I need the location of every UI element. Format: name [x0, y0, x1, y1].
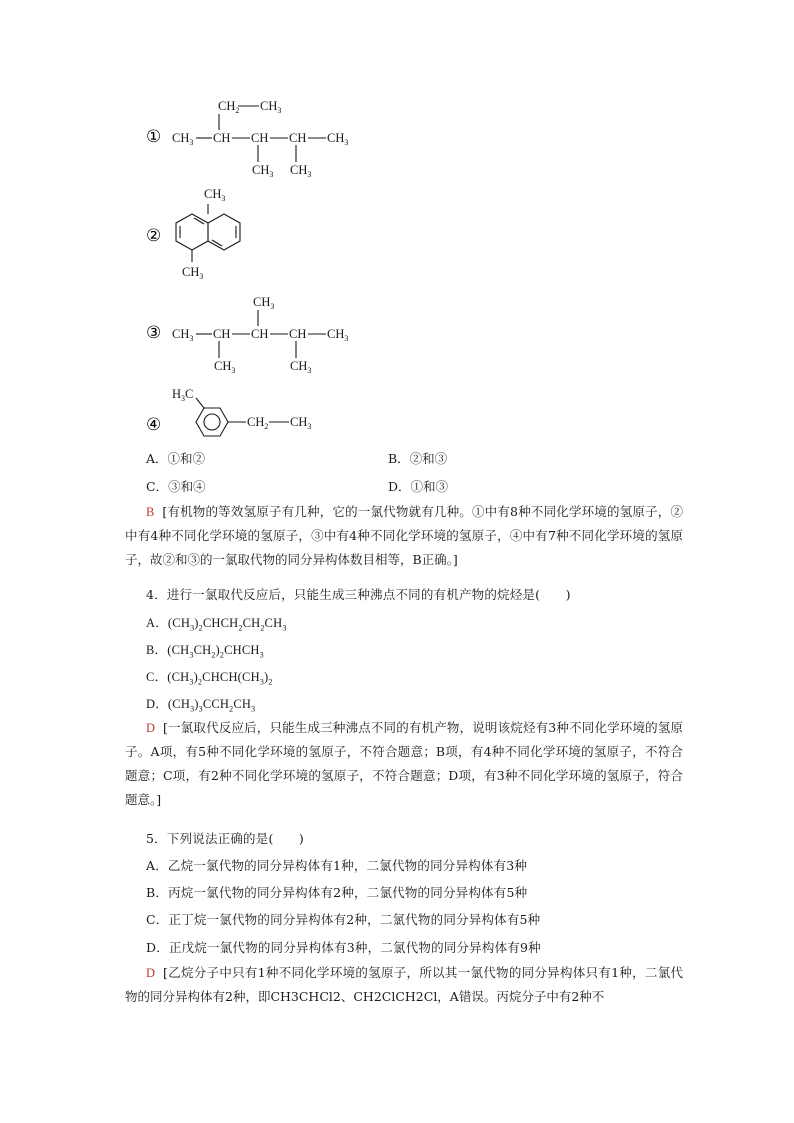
s1-top-ch2: $CH_2$ [218, 99, 240, 115]
structure-1-label: ① [146, 127, 162, 147]
s1-bottom-ch3-1: $CH_3$ [252, 163, 274, 179]
structure-2-drawing [146, 184, 266, 284]
s3-top-ch3: $CH_3$ [253, 295, 275, 311]
q5-option-d: D．正戊烷一氯代物的同分异构体有3种，二氯代物的同分异构体有9种 [146, 940, 541, 955]
q4-answer: D [146, 721, 156, 735]
structure-1 [146, 92, 386, 182]
q3-explanation-block [125, 500, 683, 572]
s1-ch3-left: $CH_3$ [172, 131, 194, 147]
q5-option-a: A．乙烷一氯代物的同分异构体有1种，二氯代物的同分异构体有3种 [146, 858, 528, 873]
structure-2 [146, 184, 266, 284]
structure-3-drawing [146, 288, 386, 378]
structure-3 [146, 288, 386, 378]
q5-answer: D [146, 966, 156, 980]
q4-option-d: D．$(CH_3)_3CCH_2CH_3$ [146, 697, 256, 714]
q5-explanation: [乙烷分子中只有1种不同化学环境的氢原子，所以其一氯代物的同分异构体只有1种，二氯代物的同分异构体有2种，即CH3CHCl2、CH2ClCH2Cl，A错误。丙烷分子中有2种不 [125, 965, 683, 1004]
q3-option-b: B．②和③ [388, 451, 448, 466]
q4-option-c: C．$(CH_3)_2CHCH(CH_3)_2$ [146, 670, 273, 687]
q4-option-a: A．$(CH_3)_2CHCH_2CH_2CH_3$ [146, 616, 287, 633]
s3-bottom-ch3-2: $CH_3$ [290, 359, 312, 375]
q5-option-b: B．丙烷一氯代物的同分异构体有2种，二氯代物的同分异构体有5种 [146, 885, 528, 900]
s2-db-4 [212, 240, 222, 246]
q5-explanation-block [125, 961, 683, 1009]
q3-explanation: [有机物的等效氢原子有几种，它的一氯代物就有几种。①中有8种不同化学环境的氢原子，②中有4种不同化学环境的氢原子，③中有4种不同化学环境的氢原子，④中有7种不同化学环境的氢原子，故②和③的一氯取代物的同分异构体数目相等，B正确。] [125, 504, 683, 567]
structure-2-label: ② [146, 226, 162, 246]
q5-option-c: C．正丁烷一氯代物的同分异构体有2种，二氯代物的同分异构体有5种 [146, 912, 541, 927]
structure-4 [146, 380, 346, 442]
s1-ch-2: CH [251, 131, 269, 145]
structure-3-label: ③ [146, 323, 162, 343]
s4-benzene-circle [204, 414, 220, 430]
q4-stem: 4．进行一氯取代反应后，只能生成三种沸点不同的有机产物的烷烃是( ) [146, 587, 571, 602]
structure-4-drawing [146, 380, 346, 442]
s1-ch-1: CH [213, 131, 231, 145]
s1-top-ch3: $CH_3$ [260, 99, 282, 115]
s1-ch-3: CH [289, 131, 307, 145]
s3-ch-2: CH [251, 327, 269, 341]
s4-ch3: $CH_3$ [290, 415, 312, 431]
s1-bottom-ch3-2: $CH_3$ [290, 163, 312, 179]
s2-ring-right [208, 214, 240, 250]
s4-benzene-ring [196, 408, 228, 436]
s3-bottom-ch3-1: $CH_3$ [214, 359, 236, 375]
q3-option-d: D．①和③ [388, 479, 449, 494]
q4-option-b: B．$(CH_3CH_2)_2CHCH_3$ [146, 643, 264, 660]
s4-ch2: $CH_2$ [247, 415, 269, 431]
structure-4-label: ④ [146, 415, 162, 435]
s3-ch3-right: $CH_3$ [327, 327, 349, 343]
s2-ring-left [176, 214, 208, 250]
q3-answer: B [146, 505, 155, 519]
s2-top-ch3: $CH_3$ [204, 187, 226, 203]
s2-bottom-ch3: $CH_3$ [182, 265, 204, 281]
s3-ch-1: CH [213, 327, 231, 341]
s4-h3c: $H_3C$ [172, 387, 194, 403]
s3-ch-3: CH [289, 327, 307, 341]
s2-db-2 [194, 218, 204, 224]
q4-explanation: [一氯取代反应后，只能生成三种沸点不同的有机产物，说明该烷烃有3种不同化学环境的氢原子。A项，有5种不同化学环境的氢原子，不符合题意；B项，有4种不同化学环境的氢原子，不符合题意；C项，有2种不同化学环境的氢原子，不符合题意；D项，有3种不同化学环境的氢原子，符合题意。] [125, 720, 683, 807]
q3-option-c: C．③和④ [146, 479, 206, 494]
q3-option-a: A．①和② [146, 451, 206, 466]
q4-explanation-block [125, 716, 683, 812]
s3-ch3-left: $CH_3$ [172, 327, 194, 343]
s1-ch3-right: $CH_3$ [327, 131, 349, 147]
structure-1-drawing [146, 92, 386, 182]
s4-bond-left [196, 398, 204, 408]
q5-stem: 5．下列说法正确的是( ) [146, 831, 305, 846]
